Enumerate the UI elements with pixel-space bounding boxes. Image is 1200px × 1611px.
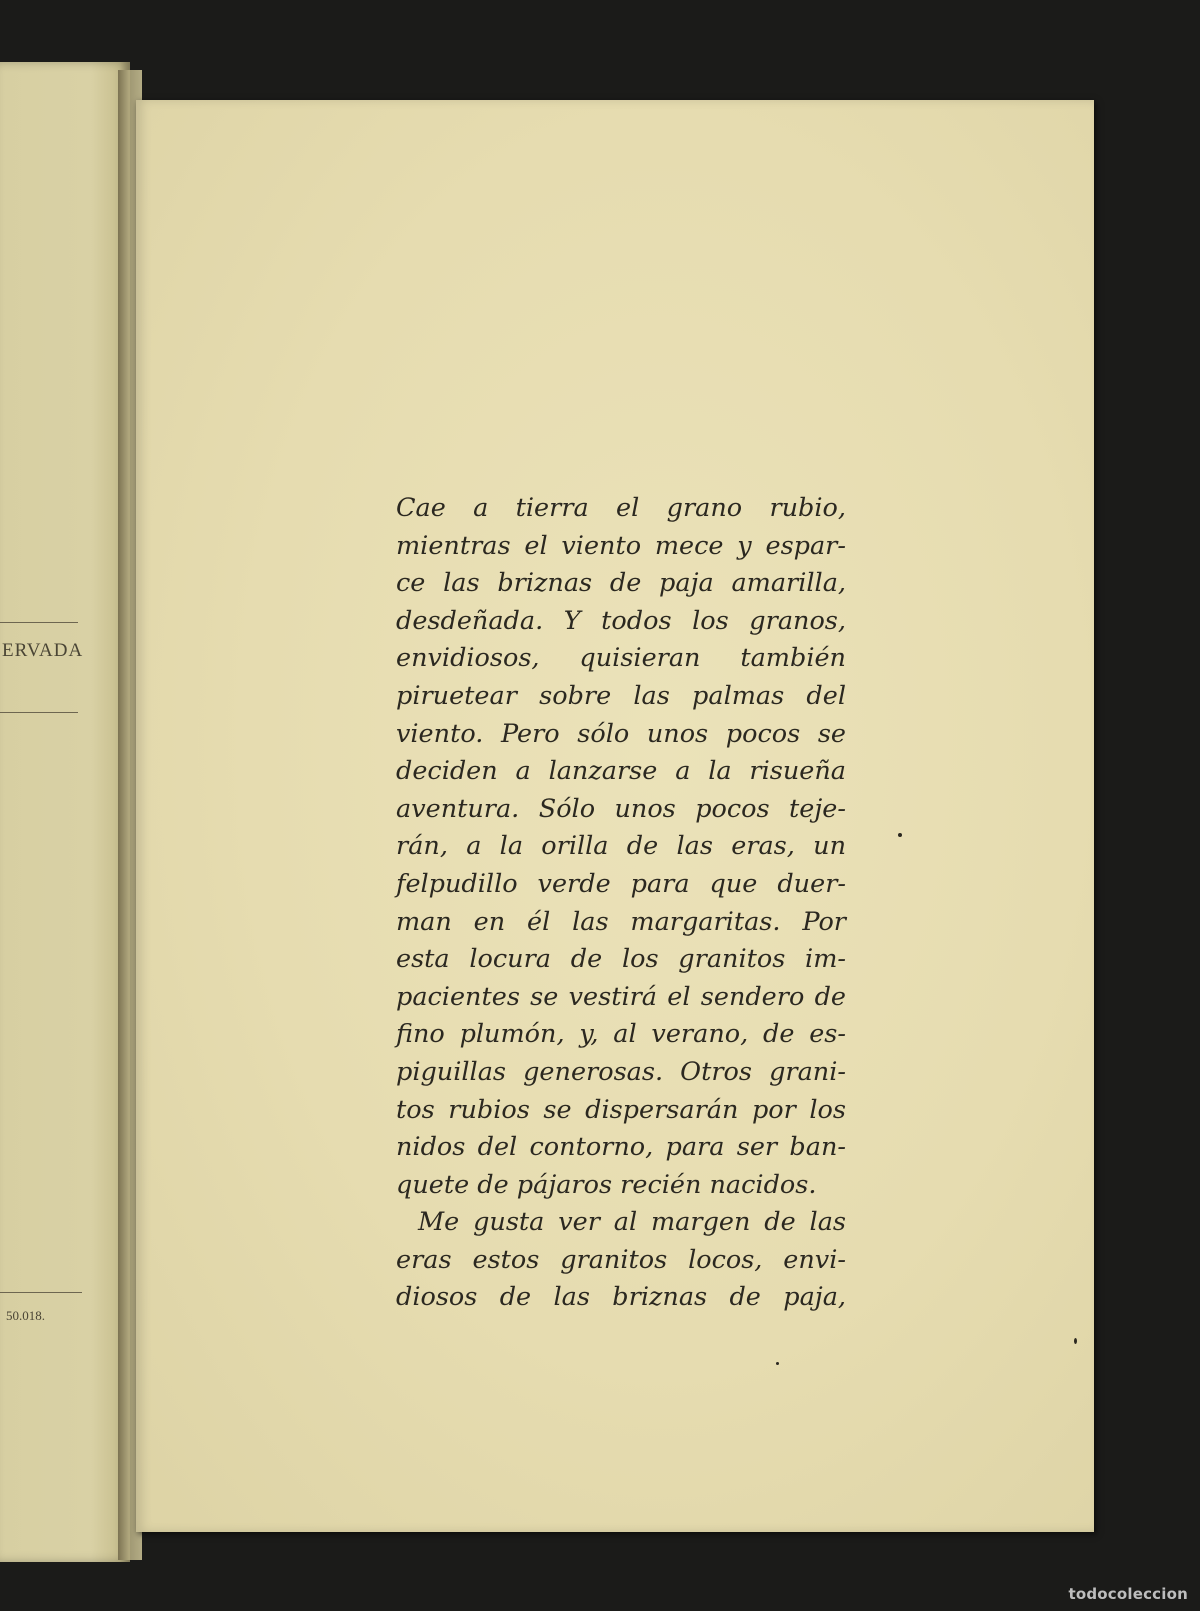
text-line: felpudillo verde para que duer-	[396, 868, 846, 899]
text-line: diosos de las briznas de paja,	[396, 1282, 846, 1313]
text-line: quete de pájaros recién nacidos.	[396, 1169, 817, 1200]
text-line: piruetear sobre las palmas del	[396, 680, 846, 711]
text-line: esta locura de los granitos im-	[396, 944, 846, 975]
left-facing-page	[0, 62, 130, 1562]
left-page-rule-bottom	[0, 1292, 82, 1293]
text-line: piguillas generosas. Otros grani-	[396, 1056, 846, 1087]
text-line: Me gusta ver al margen de las	[418, 1207, 846, 1238]
text-line: tos rubios se dispersarán por los	[396, 1094, 846, 1125]
right-page	[136, 100, 1094, 1532]
text-line: eras estos granitos locos, envi-	[396, 1244, 846, 1275]
text-line: deciden a lanzarse a la risueña	[396, 756, 846, 787]
print-code-fragment: 50.018.	[6, 1308, 45, 1323]
text-line: mientras el viento mece y espar-	[396, 530, 846, 561]
paper-speck	[776, 1362, 779, 1365]
left-page-rule-middle	[0, 712, 78, 713]
paper-speck	[898, 833, 902, 837]
text-line: pacientes se vestirá el sendero de	[396, 981, 846, 1012]
watermark-logo: todocoleccion	[1068, 1585, 1188, 1603]
text-line: man en él las margaritas. Por	[396, 906, 846, 937]
paper-speck	[1074, 1338, 1077, 1344]
text-line: ce las briznas de paja amarilla,	[396, 568, 846, 599]
text-line: viento. Pero sólo unos pocos se	[396, 718, 846, 749]
text-line: desdeñada. Y todos los granos,	[396, 605, 846, 636]
rights-notice-fragment: ERVADA	[2, 640, 84, 661]
text-line: aventura. Sólo unos pocos teje-	[396, 793, 846, 824]
text-line: rán, a la orilla de las eras, un	[396, 831, 846, 862]
text-line: nidos del contorno, para ser ban-	[396, 1132, 846, 1163]
body-text	[396, 490, 846, 1317]
left-page-rule-top	[0, 622, 78, 623]
text-line: Cae a tierra el grano rubio,	[396, 493, 846, 523]
text-line: envidiosos, quisieran también	[396, 643, 846, 674]
text-line: fino plumón, y, al verano, de es-	[396, 1019, 846, 1050]
